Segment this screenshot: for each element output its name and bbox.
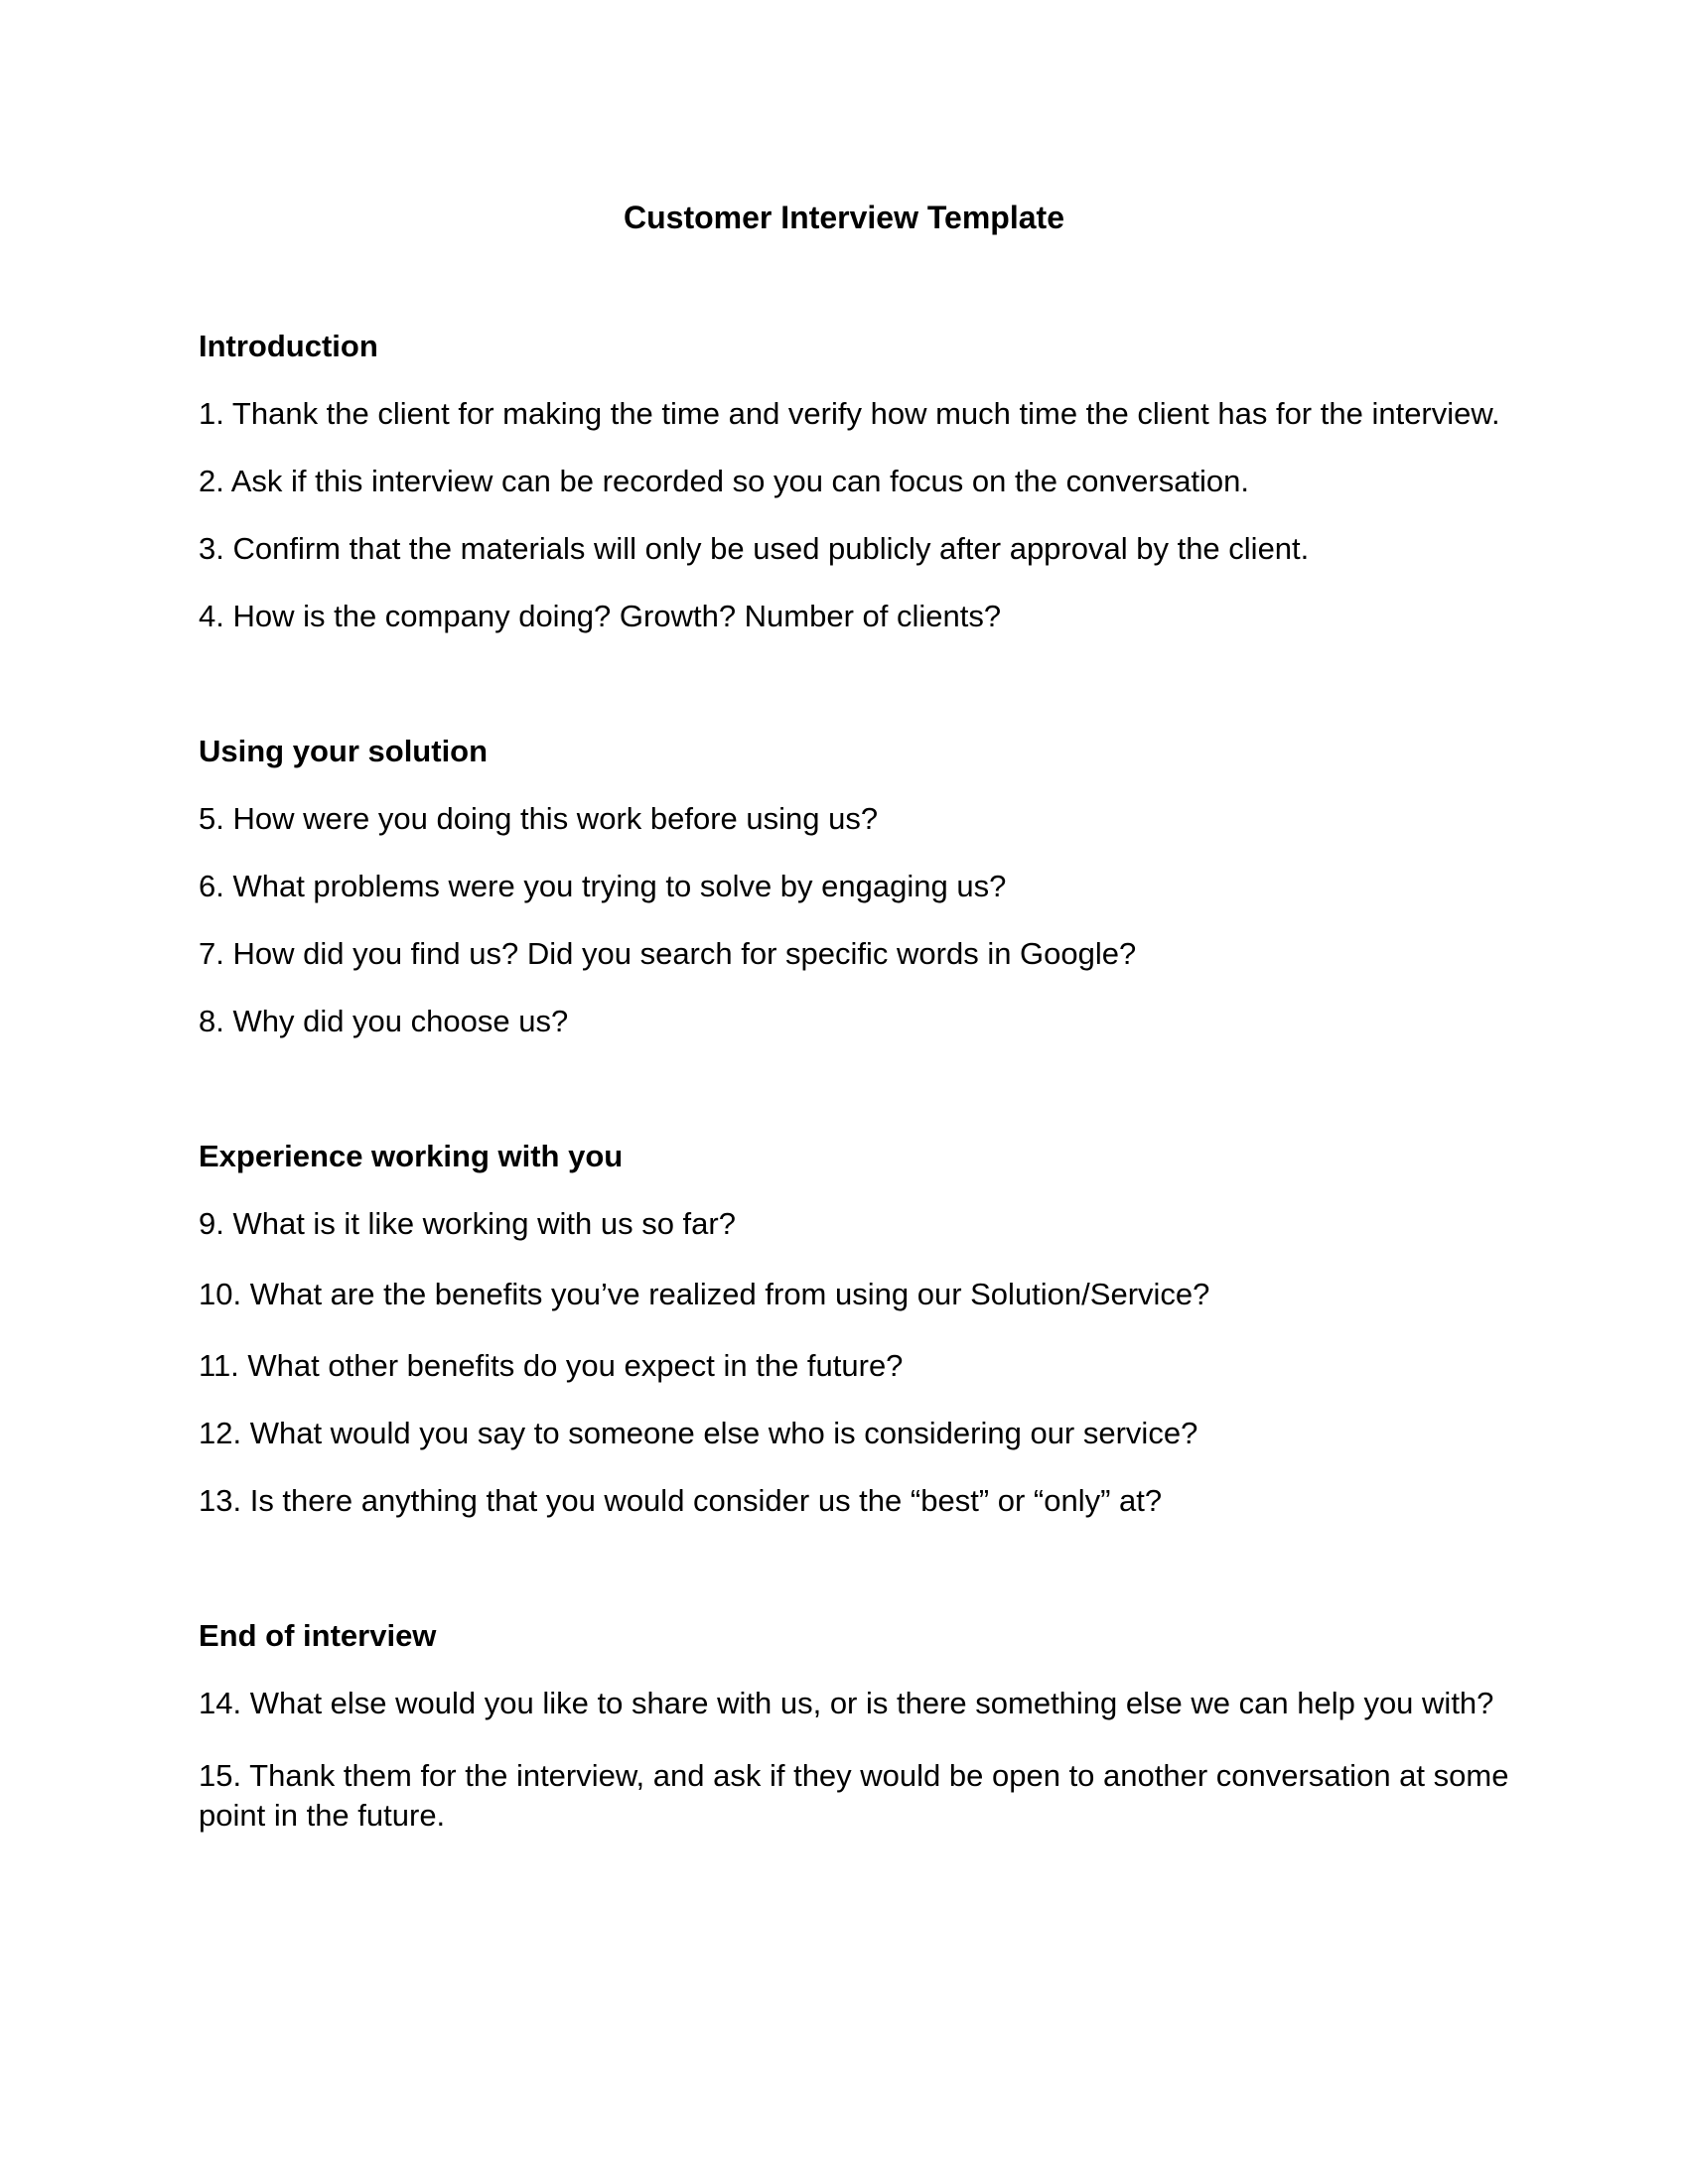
question-item: 13. Is there anything that you would consider us the “best” or “only” at? bbox=[199, 1483, 1163, 1518]
question-item: 12. What would you say to someone else who is considering our service? bbox=[199, 1416, 1198, 1450]
question-item: 9. What is it like working with us so far? bbox=[199, 1206, 736, 1241]
section-heading-introduction: Introduction bbox=[199, 329, 378, 363]
question-item: 7. How did you find us? Did you search for specific words in Google? bbox=[199, 936, 1137, 971]
question-item: 2. Ask if this interview can be recorded so you can focus on the conversation. bbox=[199, 464, 1250, 498]
question-item: 11. What other benefits do you expect in the future? bbox=[199, 1348, 904, 1383]
question-item: 15. Thank them for the interview, and ask if they would be open to another conversation at some point in the future. bbox=[199, 1758, 1509, 1833]
question-item: 1. Thank the client for making the time and verify how much time the client has for the interview. bbox=[199, 396, 1500, 431]
section-heading-end-of-interview: End of interview bbox=[199, 1618, 437, 1653]
question-item: 3. Confirm that the materials will only be used publicly after approval by the client. bbox=[199, 531, 1310, 566]
question-item: 5. How were you doing this work before using us? bbox=[199, 801, 879, 836]
question-item: 14. What else would you like to share with us, or is there something else we can help you with? bbox=[199, 1686, 1494, 1720]
document-title: Customer Interview Template bbox=[624, 200, 1064, 235]
question-item: 4. How is the company doing? Growth? Number of clients? bbox=[199, 599, 1002, 633]
section-heading-using-your-solution: Using your solution bbox=[199, 734, 489, 768]
question-item: 6. What problems were you trying to solve by engaging us? bbox=[199, 869, 1007, 903]
question-item: 10. What are the benefits you’ve realized from using our Solution/Service? bbox=[199, 1277, 1210, 1311]
question-item: 8. Why did you choose us? bbox=[199, 1004, 569, 1038]
section-heading-experience: Experience working with you bbox=[199, 1139, 624, 1173]
